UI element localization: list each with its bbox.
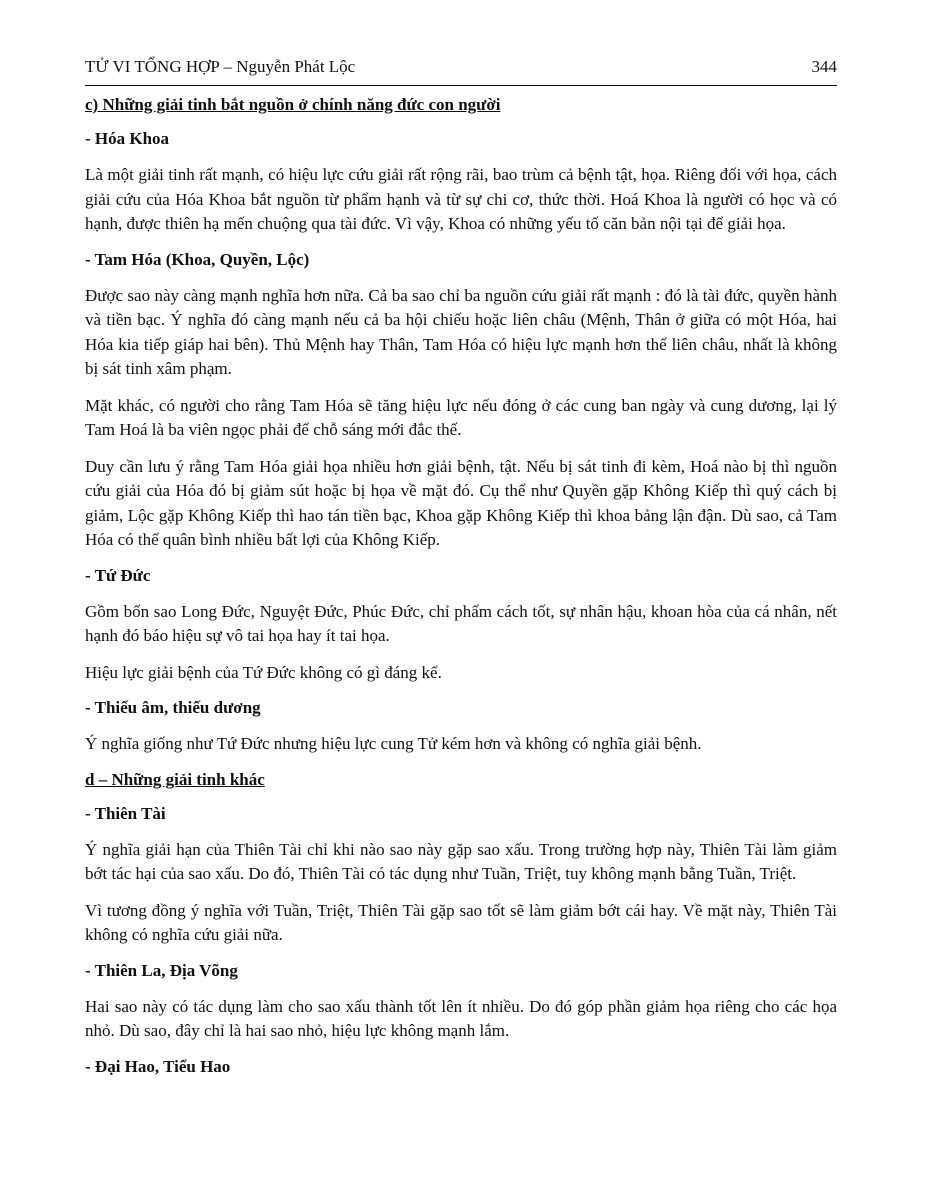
section-heading-d: d – Những giải tinh khác xyxy=(85,769,265,789)
header-title: TỬ VI TỔNG HỢP – Nguyễn Phát Lộc xyxy=(85,57,356,76)
page-content xyxy=(85,94,837,1078)
subheading-thieu-am-thieu-duong: - Thiếu âm, thiếu dương xyxy=(85,698,261,717)
paragraph: Là một giải tinh rất mạnh, có hiệu lực cứu giải rất rộng rãi, bao trùm cả bệnh tật, họa. Riêng đối với họa, cách giải cứu của Hóa Khoa bắt nguồn từ phẩm hạnh và từ sự chi cơ, thức thời. Hoá Khoa là người có học và có hạnh, được thiên hạ mến chuộng qua tài đức. Vì vậy, Khoa có những yếu tố căn bản nội tại để giải họa. xyxy=(85,165,837,233)
subheading-hoa-khoa: - Hóa Khoa xyxy=(85,129,170,148)
paragraph: Duy cần lưu ý rằng Tam Hóa giải họa nhiều hơn giải bệnh, tật. Nếu bị sát tinh đi kèm, Hoá nào bị thì nguồn cứu giải của Hóa đó bị giảm sút hoặc bị họa về mặt đó. Cụ thể như Quyền gặp Không Kiếp thì quý cách bị giảm, Lộc gặp Không Kiếp thì hao tán tiền bạc, Khoa gặp Không Kiếp thì khoa bảng lận đận. Dù sao, cả Tam Hóa có thể quân bình nhiều bất lợi của Không Kiếp. xyxy=(85,456,837,549)
subheading-dai-hao-tieu-hao: - Đại Hao, Tiểu Hao xyxy=(85,1056,231,1076)
subheading-tam-hoa: - Tam Hóa (Khoa, Quyền, Lộc) xyxy=(85,249,310,269)
page-header xyxy=(85,57,837,86)
page-number: 344 xyxy=(811,57,837,76)
paragraph: Gồm bốn sao Long Đức, Nguyệt Đức, Phúc Đức, chỉ phẩm cách tốt, sự nhân hậu, khoan hòa của cá nhân, nết hạnh đó báo hiệu sự vô tai họa hay ít tai họa. xyxy=(85,601,837,645)
paragraph: Hai sao này có tác dụng làm cho sao xấu thành tốt lên ít nhiều. Do đó góp phần giảm họa riêng cho các họa nhỏ. Dù sao, đây chỉ là hai sao nhỏ, hiệu lực không mạnh lắm. xyxy=(85,996,837,1040)
subheading-thien-tai: - Thiên Tài xyxy=(85,803,166,823)
paragraph: Hiệu lực giải bệnh của Tứ Đức không có gì đáng kể. xyxy=(85,662,442,682)
subheading-tu-duc: - Tứ Đức xyxy=(85,565,151,585)
paragraph: Ý nghĩa giải hạn của Thiên Tài chỉ khi nào sao này gặp sao xấu. Trong trường hợp này, Thiên Tài làm giảm bớt tác hại của sao xấu. Do đó, Thiên Tài có tác dụng như Tuần, Triệt, tuy không mạnh bằng Tuần, Triệt. xyxy=(85,839,837,883)
document-page xyxy=(85,57,837,1091)
paragraph: Mặt khác, có người cho rằng Tam Hóa sẽ tăng hiệu lực nếu đóng ở các cung ban ngày và cung dương, lại lý Tam Hoá là ba viên ngọc phải để chỗ sáng mới đắc thế. xyxy=(85,395,837,439)
paragraph: Vì tương đồng ý nghĩa với Tuần, Triệt, Thiên Tài gặp sao tốt sẽ làm giảm bớt cái hay. Về mặt này, Thiên Tài không có nghĩa cứu giải nữa. xyxy=(85,900,837,944)
subheading-thien-la-dia-vong: - Thiên La, Địa Võng xyxy=(85,960,238,980)
paragraph: Được sao này càng mạnh nghĩa hơn nữa. Cả ba sao chỉ ba nguồn cứu giải rất mạnh : đó là tài đức, quyền hành và tiền bạc. Ý nghĩa đó càng mạnh nếu cả ba hội chiếu hoặc liên châu (Mệnh, Thân ở giữa có một Hóa, hai Hóa kia tiếp giáp hai bên). Thủ Mệnh hay Thân, Tam Hóa có hiệu lực mạnh hơn thế liên châu, nhất là không bị sát tinh xâm phạm. xyxy=(85,285,837,378)
section-heading-c: c) Những giải tinh bắt nguồn ở chính năng đức con người xyxy=(85,95,501,114)
paragraph: Ý nghĩa giống như Tứ Đức nhưng hiệu lực cung Tử kém hơn và không có nghĩa giải bệnh. xyxy=(85,734,702,753)
